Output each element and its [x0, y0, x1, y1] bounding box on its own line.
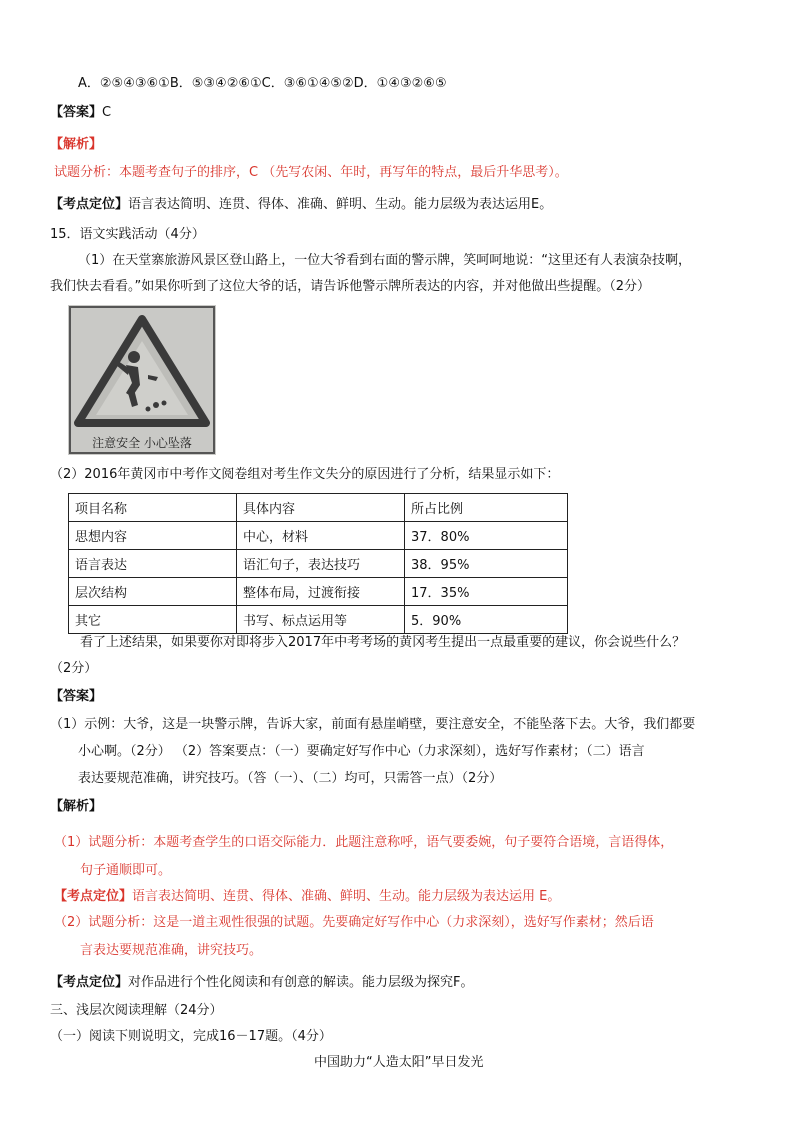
kaodian-text: 对作品进行个性化阅读和有创意的解读。能力层级为探究F。: [128, 975, 474, 990]
table-cell: 37．80%: [405, 522, 568, 550]
q15-ans-line2: 小心啊。（2分） （2）答案要点：（一）要确定好写作中心（力求深刻），选好写作素材；（二）语言: [78, 744, 645, 759]
q15-title: 15．语文实践活动（4分）: [50, 227, 205, 242]
answer-tag: 【答案】: [50, 105, 103, 120]
q14-options: A．②⑤④③⑥①B．⑤③④②⑥①C．③⑥①④⑤②D．①④③②⑥⑤: [78, 76, 447, 91]
kaodian-text: 语言表达简明、连贯、得体、准确、鲜明、生动。能力层级为表达运用E。: [128, 197, 553, 212]
table-cell: 书写、标点运用等: [237, 606, 405, 634]
q15-p2-score: （2分）: [50, 661, 98, 676]
q15-p2-question: 看了上述结果，如果要你对即将步入2017年中考考场的黄冈考生提出一点最重要的建议，你会说些什么？: [80, 635, 686, 650]
kaodian-tag: 【考点定位】: [54, 889, 133, 904]
q15-kaodian1: [54, 888, 560, 906]
table-cell: 语汇句子，表达技巧: [237, 550, 405, 578]
q15-kaodian2: [50, 974, 474, 992]
q14-analysis: 试题分析：本题考查句子的排序，C （先写农闲、年时，再写年的特点，最后升华思考）。: [54, 165, 568, 180]
section3-title: 三、浅层次阅读理解（24分）: [50, 1003, 223, 1018]
table-cell: 中心，材料: [237, 522, 405, 550]
table-cell: 整体布局，过渡衔接: [237, 578, 405, 606]
table-row: [69, 606, 568, 634]
q15-an2-line2: 言表达要规范准确，讲究技巧。: [80, 943, 263, 958]
table-cell: 5．90%: [405, 606, 568, 634]
section3-sub: （一）阅读下则说明文，完成16－17题。（4分）: [50, 1029, 332, 1044]
q14-answer: [50, 104, 111, 122]
q15-p2-intro: （2）2016年黄冈市中考作文阅卷组对考生作文失分的原因进行了分析，结果显示如下：: [50, 467, 560, 482]
q15-p1-line2: 我们快去看看。”如果你听到了这位大爷的话，请告诉他警示牌所表达的内容，并对他做出些提醒。（2分）: [50, 279, 651, 294]
table-header-row: [69, 494, 568, 522]
table-row: [69, 550, 568, 578]
table-cell: 17．35%: [405, 578, 568, 606]
sign-caption: 注意安全 小心坠落: [92, 436, 192, 450]
q15-an1-line2: 句子通顺即可。: [80, 863, 172, 878]
q15-analysis-tag: 【解析】: [50, 799, 103, 814]
kaodian-tag: 【考点定位】: [50, 975, 129, 990]
q15-an2-line1: （2）试题分析：这是一道主观性很强的试题。先要确定好写作中心（力求深刻），选好写作素材；然后语: [54, 915, 654, 930]
warning-triangle-icon: [68, 305, 216, 455]
q15-ans-line1: （1）示例：大爷，这是一块警示牌，告诉大家，前面有悬崖峭壁，要注意安全，不能坠落下去。大爷，我们都要: [50, 717, 696, 732]
table-cell: 层次结构: [69, 578, 237, 606]
warning-sign-image: [68, 305, 216, 455]
table-row: [69, 522, 568, 550]
answer-value: C: [102, 105, 112, 120]
stats-table: [68, 493, 568, 634]
q15-answer-tag: 【答案】: [50, 689, 103, 704]
q14-kaodian: [50, 196, 552, 214]
q15-ans-line3: 表达要规范准确，讲究技巧。（答（一）、（二）均可，只需答一点）（2分）: [78, 771, 503, 786]
q15-p1-line1: （1）在天堂寨旅游风景区登山路上，一位大爷看到右面的警示牌，笑呵呵地说：“这里还有人表演杂技啊，: [78, 253, 692, 268]
kaodian-text: 语言表达简明、连贯、得体、准确、鲜明、生动。能力层级为表达运用 E。: [132, 889, 561, 904]
table-cell: 其它: [69, 606, 237, 634]
table-cell: 语言表达: [69, 550, 237, 578]
q15-an1-line1: （1）试题分析：本题考查学生的口语交际能力．此题注意称呼，语气要委婉，句子要符合语境，言语得体，: [54, 835, 674, 850]
table-header-cell: 具体内容: [237, 494, 405, 522]
table-header-cell: 项目名称: [69, 494, 237, 522]
kaodian-tag: 【考点定位】: [50, 197, 129, 212]
table-cell: 38．95%: [405, 550, 568, 578]
table-header-cell: 所占比例: [405, 494, 568, 522]
table-cell: 思想内容: [69, 522, 237, 550]
q14-analysis-tag: 【解析】: [50, 137, 103, 152]
article-title: 中国助力“人造太阳”早日发光: [314, 1055, 484, 1070]
table-row: [69, 578, 568, 606]
